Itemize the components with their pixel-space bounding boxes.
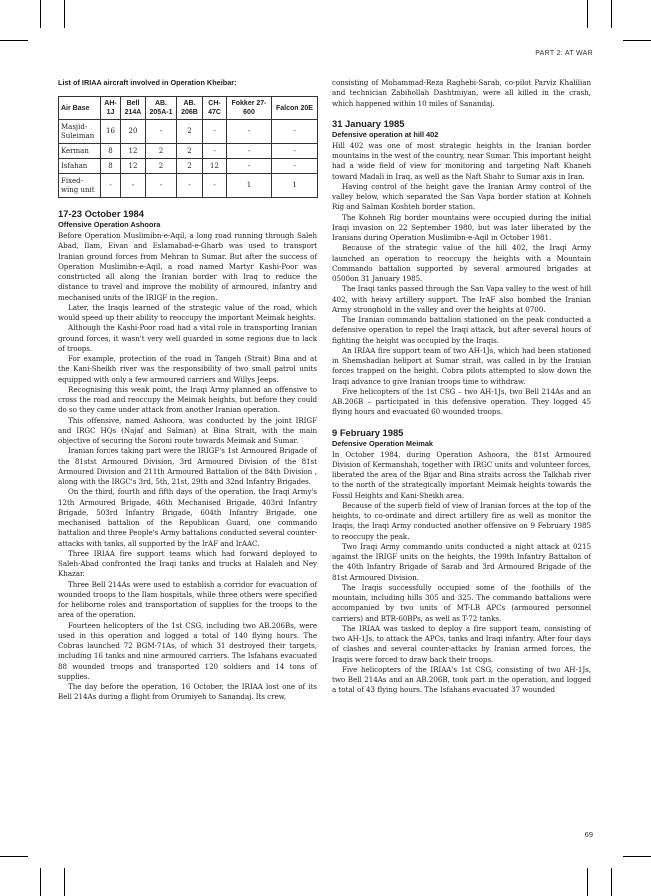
running-head: PART 2: AT WAR <box>535 50 593 57</box>
body-paragraph: For example, protection of the road in Tangeh (Strait) Bina and at the Kani-Sheikh river was the responsibility of two small patrol units equipped with only a few armoured carriers and Willys Jeeps. <box>58 354 317 384</box>
body-paragraph: The IRIAA was tasked to deploy a fire support team, consisting of two AH-1Js, to attack the APCs, tanks and Iraqi infantry. After four days of clashes and several counter-attacks by Iranian armed forces, the Iraqis were forced to draw back their troops. <box>332 623 591 664</box>
table-cell: 2 <box>146 159 177 174</box>
table-cell: Isfahan <box>59 159 101 174</box>
column-header: AH-1J <box>101 97 121 120</box>
table-cell: 2 <box>177 120 203 144</box>
section-title: Offensive Operation Ashoora <box>58 220 161 229</box>
crop-mark <box>40 0 41 28</box>
table-cell: Fixed-wing unit <box>59 174 101 198</box>
right-column <box>332 78 591 696</box>
body-paragraph: The Iraqi tanks passed through the San Vapa valley to the west of hill 402, with heavy artillery support. The IrAF also bombed the Iranian Army stronghold in the valley and over the heights at 0700. <box>332 284 591 314</box>
body-paragraph: Before Operation Muslimibn-e-Aqil, a long road running through Saleh Abad, Ilam, Eivan and Eslamabad-e-Gharb was used to transport Iranian ground forces from Mehran to Sumar. But after the success of Operation Muslimibn-e-Aqil, a road named Martyr Kashi-Poor was constructed all along the Iranian border with Iraq to reduce the distance to travel and improve the mobility of armoured, infantry and mechanised units of the IRIGF in the region. <box>58 231 317 302</box>
table-cell: - <box>146 174 177 198</box>
table-cell: 1 <box>272 174 318 198</box>
crop-mark <box>64 0 65 28</box>
body-paragraph: Although the Kashi-Poor road had a vital role in transporting Iranian ground forces, it wasn't very well guarded in some regions due to lack of troops. <box>58 323 317 353</box>
body-paragraph: Hill 402 was one of most strategic heights in the Iranian border mountains in the west of the country, near Sumar. This important height had a wide field of view for monitoring and targeting Naft Khaneh toward Madali in Iraq, as well as the Naft Shahr to Sumar axis in Iran. <box>332 140 591 181</box>
table-row <box>59 120 318 144</box>
table-cell: 8 <box>101 144 121 159</box>
table-cell: 12 <box>121 144 146 159</box>
table-cell: - <box>272 144 318 159</box>
column-header: AB. 206B <box>177 97 203 120</box>
body-paragraph: The day before the operation, 16 October, the IRIAA lost one of its Bell 214As during a flight from Orumiyeh to Sanandaj. Its crew, <box>58 682 317 702</box>
crop-mark <box>587 0 588 28</box>
crop-mark <box>623 40 651 41</box>
table-cell: 12 <box>121 159 146 174</box>
body-paragraph: consisting of Mohammad-Reza Raghebi-Sarab, co-pilot Parviz Khalilian and technician Zabihollah Dashtmiyan, were all killed in the crash, which happened within 10 miles of Sanandaj. <box>332 78 591 108</box>
body-paragraph: Five helicopters of the 1st CSG – two AH-1Js, two Bell 214As and an AB.206B – participated in this defensive operation. They logged 45 flying hours and evacuated 60 wounded troops. <box>332 386 591 417</box>
column-header: Air Base <box>59 97 101 120</box>
table-cell: 16 <box>101 120 121 144</box>
crop-mark <box>623 856 651 857</box>
table-row <box>59 144 318 159</box>
table-cell: - <box>203 120 227 144</box>
section-date-heading: 17-23 October 1984 <box>58 208 144 219</box>
section-date-heading: 31 January 1985 <box>332 117 405 129</box>
table-cell: Kerman <box>59 144 101 159</box>
body-paragraph: Having control of the height gave the Iranian Army control of the valley below, which separated the San Vapa border station at Kohneh Rig and Salman Koshteh border station. <box>332 181 591 212</box>
body-paragraph: Three Bell 214As were used to establish a corridor for evacuation of wounded troops to the Ilam hospitals, while three others were specified for heliborne roles and transportation of supplies for the troops to the area of the operation. <box>58 579 317 620</box>
crop-mark <box>611 868 612 896</box>
table-cell: - <box>227 144 272 159</box>
column-header: Bell 214A <box>121 97 146 120</box>
section-date-heading: 9 February 1985 <box>332 426 404 438</box>
table-cell: 20 <box>121 120 146 144</box>
body-paragraph: The Iranian commando battalion stationed on the peak conducted a defensive operation to repel the Iraqi attack, but after several hours of fighting the height was occupied by the Iraqis. <box>332 315 591 345</box>
column-header: Fokker 27-600 <box>227 97 272 120</box>
crop-mark <box>0 856 28 857</box>
table-cell: - <box>272 159 318 174</box>
table-cell: - <box>177 174 203 198</box>
section-title: Defensive operation at hill 402 <box>332 129 439 139</box>
crop-mark <box>0 40 28 41</box>
body-paragraph: Because of the strategic value of the hill 402, the Iraqi Army launched an operation to reoccupy the heights with a Mountain Commando battalion supported by several armoured brigades at 0500on 31 January 1985. <box>332 243 591 283</box>
page-number: 69 <box>584 830 593 839</box>
body-paragraph: Two Iraqi Army commando units conducted a night attack at 0215 against the IRIGF units on the heights, the 199th Infantry Battalion of the 40th Infantry Brigade of Sarab and 3rd Armoured Brigade of the 81st Armoured Division. <box>332 541 591 582</box>
table-cell: - <box>227 120 272 144</box>
body-paragraph: The Kohneh Rig border mountains were occupied during the initial Iraqi invasion on 22 September 1980, but was later liberated by the Iranians during Operation Muslimibn-e-Aqil in October 1981. <box>332 212 591 242</box>
body-paragraph: Later, the Iraqis learned of the strategic value of the road, which would speed up their ability to reoccupy the important Meimak heights. <box>58 302 317 322</box>
table-row <box>59 159 318 174</box>
body-paragraph: Fourteen helicopters of the 1st CSG, including two AB.206Bs, were used in this operation and logged a total of 140 flying hours. The Cobras launched 72 BGM-71As, of which 31 destroyed their targets, including 16 tanks and nine armoured carriers. The Isfahans evacuated 88 wounded troops and transported 120 soldiers and 14 tons of supplies. <box>58 620 317 681</box>
crop-mark <box>611 0 612 28</box>
crop-mark <box>587 868 588 896</box>
table-row <box>59 174 318 198</box>
body-paragraph: The Iraqis successfully occupied some of the foothills of the mountain, including hills 305 and 325. The commando battalions were accompanied by two units of MT-LB APCs (armoured personnel carriers) and BTR-60BPs, as well as T-72 tanks. <box>332 582 591 623</box>
table-cell: Masjid-Suleiman <box>59 120 101 144</box>
table-cell: 8 <box>101 159 121 174</box>
table-cell: - <box>101 174 121 198</box>
table-cell: - <box>272 120 318 144</box>
body-paragraph: Because of the superb field of view of Iranian forces at the top of the heights, to co-ordinate and direct artillery fire as well as monitor the Iraqis, the Iraqi Army conducted another offensive on 9 February 1985 to reoccupy the peak. <box>332 500 591 541</box>
table-cell: - <box>203 174 227 198</box>
table-cell: 1 <box>227 174 272 198</box>
crop-mark <box>40 868 41 896</box>
body-paragraph: In October 1984, during Operation Ashoora, the 81st Armoured Division of Kermanshah, together with IRGC units and volunteer forces, liberated the area of the Bijar and Bina straits across the Talkhab river to the north of the strategically important Meimak heights towards the Fossil Heights and Kani-Sheikh area. <box>332 449 591 500</box>
table-cell: - <box>203 144 227 159</box>
body-paragraph: Five helicopters of the IRIAA's 1st CSG, consisting of two AH-1Js, two Bell 214As and an AB.206B, took part in the operation, and logged a total of 43 flying hours. The Isfahans evacuated 37 wounded <box>332 664 591 695</box>
table-cell: 12 <box>203 159 227 174</box>
table-cell: - <box>227 159 272 174</box>
column-header: AB. 205A-1 <box>146 97 177 120</box>
body-paragraph: Iranian forces taking part were the IRIGF's 1st Armoured Brigade of the 81stst Armoured Division, 3rd Armoured Division of the 81st Armoured Division and 211th Armoured Battalion of the 84th Division , along with the IRGC's 3rd, 5th, 21st, 29th and 32nd Infantry Brigades. <box>58 446 317 486</box>
body-paragraph: On the third, fourth and fifth days of the operation, the Iraqi Army's 12th Armoured Brigade, 46th Mechanised Brigade, 403rd Infantry Brigade, 503rd Infantry Brigade, 604th Infantry Brigade, one mechanised battalion of the Republican Guard, one commando battalion and three People's Army battalions conducted several counter-attacks with tanks, all supported by the IrAF and IrAAC. <box>58 487 317 548</box>
column-header: CH-47C <box>203 97 227 120</box>
section-title: Defensive Operation Meimak <box>332 438 434 448</box>
body-paragraph: Three IRIAA fire support teams which had forward deployed to Saleh-Abad confronted the Iraqi tanks and trucks at Halaleh and Ney Khazar. <box>58 548 317 579</box>
crop-mark <box>64 868 65 896</box>
table-caption: List of IRIAA aircraft involved in Operation Kheibar: <box>58 78 237 87</box>
table-cell: - <box>146 120 177 144</box>
body-paragraph: An IRIAA fire support team of two AH-1Js, which had been stationed in Shemshadian heliport at Sumar strait, was called in by the Iranian forces trapped on the height. Cobra pilots attempted to slow down the Iraqi advance to give Iranian troops time to withdraw. <box>332 345 591 386</box>
table-cell: 2 <box>177 144 203 159</box>
table-header-row <box>59 97 318 120</box>
left-column <box>58 78 317 703</box>
table-cell: - <box>121 174 146 198</box>
table-cell: 2 <box>146 144 177 159</box>
table-cell: 2 <box>177 159 203 174</box>
column-header: Falcon 20E <box>272 97 318 120</box>
aircraft-table <box>58 96 318 198</box>
body-paragraph: This offensive, named Ashoora, was conducted by the joint IRIGF and IRGC HQs (Najaf and Salman) at Bina Strait, with the main objective of securing the Soroni route towards Meimak and Sumar. <box>58 415 317 445</box>
body-paragraph: Recognising this weak point, the Iraqi Army planned an offensive to cross the road and reoccupy the Meimak heights, but before they could do so they came under attack from another Iranian operation. <box>58 384 317 415</box>
